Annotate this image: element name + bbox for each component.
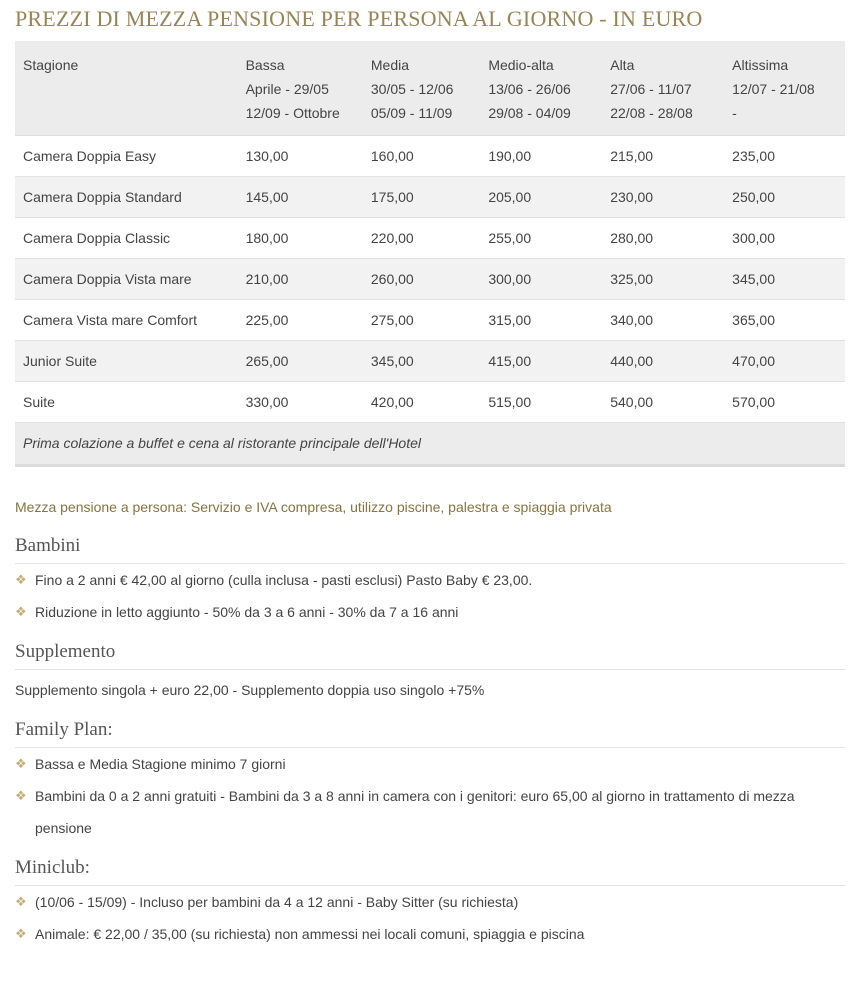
price-cell: 210,00: [238, 259, 363, 300]
list-item-text: Bassa e Media Stagione minimo 7 giorni: [35, 756, 286, 772]
diamond-bullet-icon: ❖: [15, 756, 27, 771]
price-cell: 230,00: [602, 177, 724, 218]
season-dates: -: [732, 105, 737, 121]
list-item: [15, 596, 845, 628]
season-dates: Aprile - 29/05: [245, 81, 329, 97]
season-dates: 12/07 - 21/08: [732, 81, 815, 97]
list-item-text: Riduzione in letto aggiunto - 50% da 3 a 6 anni - 30% da 7 a 16 anni: [35, 604, 459, 620]
table-header-row: [15, 41, 845, 136]
diamond-bullet-icon: ❖: [15, 788, 27, 803]
price-cell: 330,00: [238, 382, 363, 423]
list-item-text: (10/06 - 15/09) - Incluso per bambini da 4 a 12 anni - Baby Sitter (su richiesta): [35, 894, 519, 910]
price-cell: 415,00: [480, 341, 602, 382]
column-header: [480, 41, 602, 136]
family-plan-list: [15, 748, 845, 844]
price-table: [15, 41, 845, 467]
section-title-miniclub: Miniclub:: [15, 856, 845, 886]
price-cell: 515,00: [480, 382, 602, 423]
diamond-bullet-icon: ❖: [15, 604, 27, 619]
price-cell: 280,00: [602, 218, 724, 259]
price-cell: 300,00: [480, 259, 602, 300]
price-cell: 345,00: [363, 341, 480, 382]
price-cell: 440,00: [602, 341, 724, 382]
price-table-body: [15, 136, 845, 423]
list-item: [15, 918, 845, 950]
column-header-label: Altissima: [732, 57, 789, 73]
price-cell: 540,00: [602, 382, 724, 423]
price-cell: 205,00: [480, 177, 602, 218]
table-row: [15, 218, 845, 259]
table-footer-note: Prima colazione a buffet e cena al ristorante principale dell'Hotel: [15, 423, 845, 466]
list-item-text: Fino a 2 anni € 42,00 al giorno (culla inclusa - pasti esclusi) Pasto Baby € 23,00.: [35, 572, 533, 588]
table-row: [15, 177, 845, 218]
section-title-supplemento: Supplemento: [15, 640, 845, 670]
column-header-label: Alta: [610, 57, 635, 73]
season-dates: 22/08 - 28/08: [610, 105, 693, 121]
diamond-bullet-icon: ❖: [15, 894, 27, 909]
column-header: [724, 41, 845, 136]
list-item: [15, 886, 845, 918]
diamond-bullet-icon: ❖: [15, 926, 27, 941]
table-row: [15, 382, 845, 423]
bambini-list: [15, 564, 845, 628]
price-cell: 250,00: [724, 177, 845, 218]
miniclub-list: [15, 886, 845, 950]
column-header-label: Bassa: [245, 57, 285, 73]
list-item-text: Bambini da 0 a 2 anni gratuiti - Bambini da 3 a 8 anni in camera con i genitori: euro 65,00 al giorno in trattamento di mezza pensione: [35, 788, 795, 836]
price-cell: 340,00: [602, 300, 724, 341]
room-type-cell: Camera Doppia Vista mare: [15, 259, 238, 300]
price-cell: 175,00: [363, 177, 480, 218]
room-type-cell: Camera Vista mare Comfort: [15, 300, 238, 341]
season-dates: 12/09 - Ottobre: [245, 105, 340, 121]
column-header: [363, 41, 480, 136]
page-title: PREZZI DI MEZZA PENSIONE PER PERSONA AL GIORNO - IN EURO: [15, 6, 703, 31]
half-board-note: Mezza pensione a persona: Servizio e IVA compresa, utilizzo piscine, palestra e spiaggia privata: [15, 499, 612, 515]
list-item: [15, 780, 845, 844]
price-cell: 420,00: [363, 382, 480, 423]
room-type-cell: Camera Doppia Classic: [15, 218, 238, 259]
price-cell: 345,00: [724, 259, 845, 300]
diamond-bullet-icon: ❖: [15, 572, 27, 587]
column-header-label: Media: [370, 57, 410, 73]
price-cell: 275,00: [363, 300, 480, 341]
list-item-text: Animale: € 22,00 / 35,00 (su richiesta) non ammessi nei locali comuni, spiaggia e piscina: [35, 926, 585, 942]
table-row: [15, 259, 845, 300]
section-title-family-plan: Family Plan:: [15, 718, 845, 748]
column-header-label: Stagione: [23, 57, 79, 73]
price-cell: 190,00: [480, 136, 602, 177]
price-cell: 315,00: [480, 300, 602, 341]
column-header-label: Medio-alta: [488, 57, 554, 73]
table-row: [15, 300, 845, 341]
table-row: [15, 136, 845, 177]
table-footer-row: [15, 423, 845, 466]
price-cell: 180,00: [238, 218, 363, 259]
season-dates: 05/09 - 11/09: [370, 105, 453, 121]
room-type-cell: Camera Doppia Standard: [15, 177, 238, 218]
column-header: [238, 41, 363, 136]
price-cell: 470,00: [724, 341, 845, 382]
table-row: [15, 341, 845, 382]
season-dates: 29/08 - 04/09: [488, 105, 571, 121]
season-dates: 13/06 - 26/06: [488, 81, 571, 97]
column-header: [602, 41, 724, 136]
price-cell: 160,00: [363, 136, 480, 177]
list-item: [15, 748, 845, 780]
room-type-cell: Camera Doppia Easy: [15, 136, 238, 177]
price-cell: 365,00: [724, 300, 845, 341]
price-cell: 260,00: [363, 259, 480, 300]
price-cell: 215,00: [602, 136, 724, 177]
price-cell: 235,00: [724, 136, 845, 177]
price-cell: 265,00: [238, 341, 363, 382]
price-cell: 220,00: [363, 218, 480, 259]
room-type-cell: Junior Suite: [15, 341, 238, 382]
price-cell: 130,00: [238, 136, 363, 177]
season-dates: 30/05 - 12/06: [370, 81, 454, 97]
section-title-bambini: Bambini: [15, 534, 845, 564]
column-header: [15, 41, 238, 136]
season-dates: 27/06 - 11/07: [610, 81, 692, 97]
price-cell: 570,00: [724, 382, 845, 423]
price-cell: 300,00: [724, 218, 845, 259]
list-item: [15, 564, 845, 596]
room-type-cell: Suite: [15, 382, 238, 423]
price-cell: 255,00: [480, 218, 602, 259]
price-cell: 325,00: [602, 259, 724, 300]
supplemento-text: Supplemento singola + euro 22,00 - Supplemento doppia uso singolo +75%: [15, 682, 485, 698]
price-cell: 225,00: [238, 300, 363, 341]
price-cell: 145,00: [238, 177, 363, 218]
